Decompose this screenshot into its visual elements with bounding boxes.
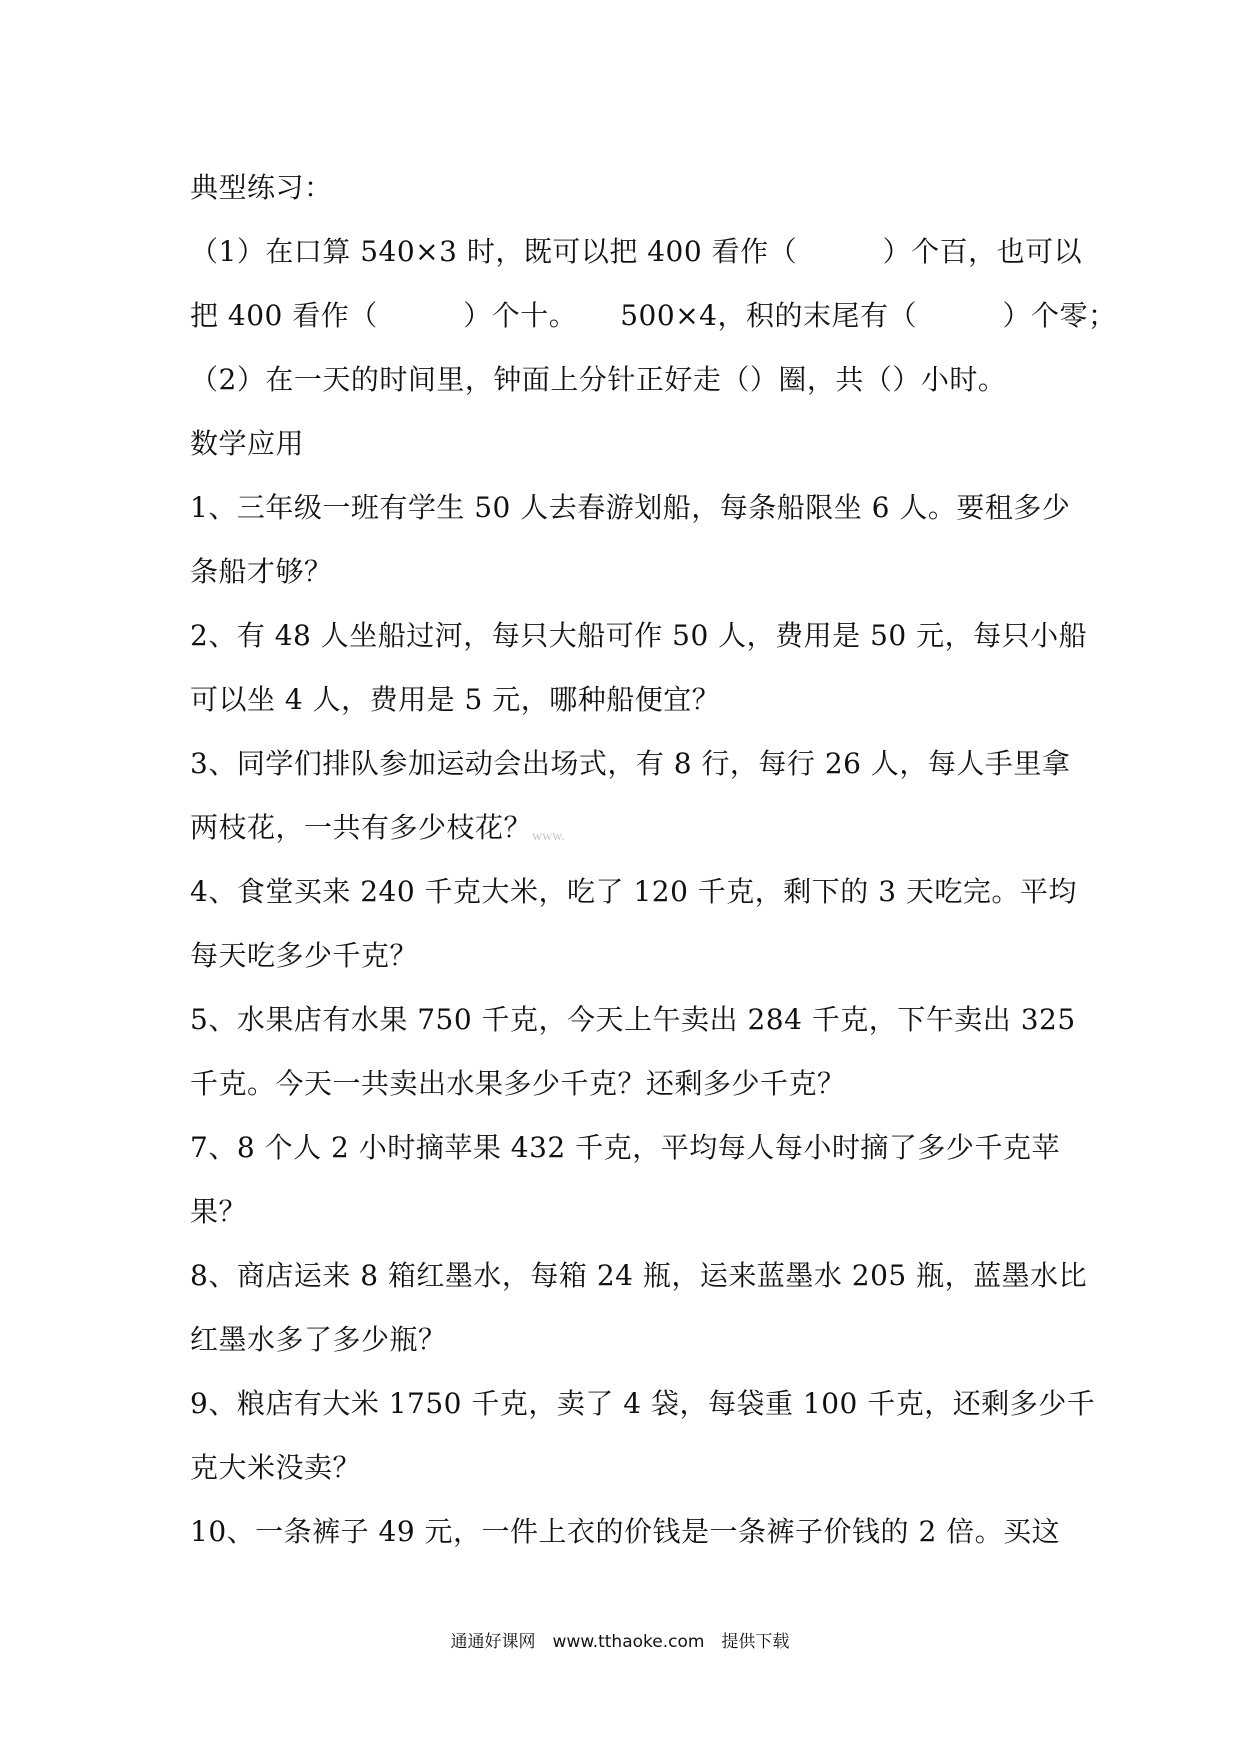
watermark-text: www.: [532, 829, 565, 844]
problem-line: 10、一条裤子 49 元，一件上衣的价钱是一条裤子价钱的 2 倍。买这: [190, 1515, 1061, 1548]
problem-line: 千克。今天一共卖出水果多少千克？还剩多少千克？: [190, 1067, 846, 1100]
page-footer: 通通好课网 www.tthaoke.com 提供下载: [450, 1632, 790, 1652]
problem-line: 可以坐 4 人，费用是 5 元，哪种船便宜？: [190, 683, 721, 716]
problem-line: 1、三年级一班有学生 50 人去春游划船，每条船限坐 6 人。要租多少: [190, 491, 1071, 524]
problem-line: 条船才够？: [190, 555, 333, 588]
problem-line: 每天吃多少千克？: [190, 939, 419, 972]
problem-line: 4、食堂买来 240 千克大米，吃了 120 千克，剩下的 3 天吃完。平均: [190, 875, 1077, 908]
problem-line: 果？: [190, 1195, 248, 1228]
problem-line: 7、8 个人 2 小时摘苹果 432 千克，平均每人每小时摘了多少千克苹: [190, 1131, 1060, 1164]
problem-line: 3、同学们排队参加运动会出场式，有 8 行，每行 26 人，每人手里拿: [190, 747, 1071, 780]
problem-line: 红墨水多了多少瓶？: [190, 1323, 447, 1356]
exercise-line-3: （2）在一天的时间里，钟面上分针正好走（）圈，共（）小时。: [190, 363, 1007, 396]
problem-line: 8、商店运来 8 箱红墨水，每箱 24 瓶，运来蓝墨水 205 瓶，蓝墨水比: [190, 1259, 1088, 1292]
problem-line: 9、粮店有大米 1750 千克，卖了 4 袋，每袋重 100 千克，还剩多少千: [190, 1387, 1096, 1420]
exercise-line-1: （1）在口算 540×3 时，既可以把 400 看作（ ）个百，也可以: [190, 235, 1083, 268]
problem-line: 克大米没卖？: [190, 1451, 362, 1484]
section-title: 典型练习：: [190, 171, 333, 204]
problem-line: 两枝花，一共有多少枝花？: [190, 811, 533, 844]
exercise-line-2: 把 400 看作（ ）个十。 500×4，积的末尾有（ ）个零；: [190, 299, 1117, 332]
problem-line: 2、有 48 人坐船过河，每只大船可作 50 人，费用是 50 元，每只小船: [190, 619, 1088, 652]
problem-line: 5、水果店有水果 750 千克，今天上午卖出 284 千克，下午卖出 325: [190, 1003, 1076, 1036]
application-title: 数学应用: [190, 427, 305, 460]
